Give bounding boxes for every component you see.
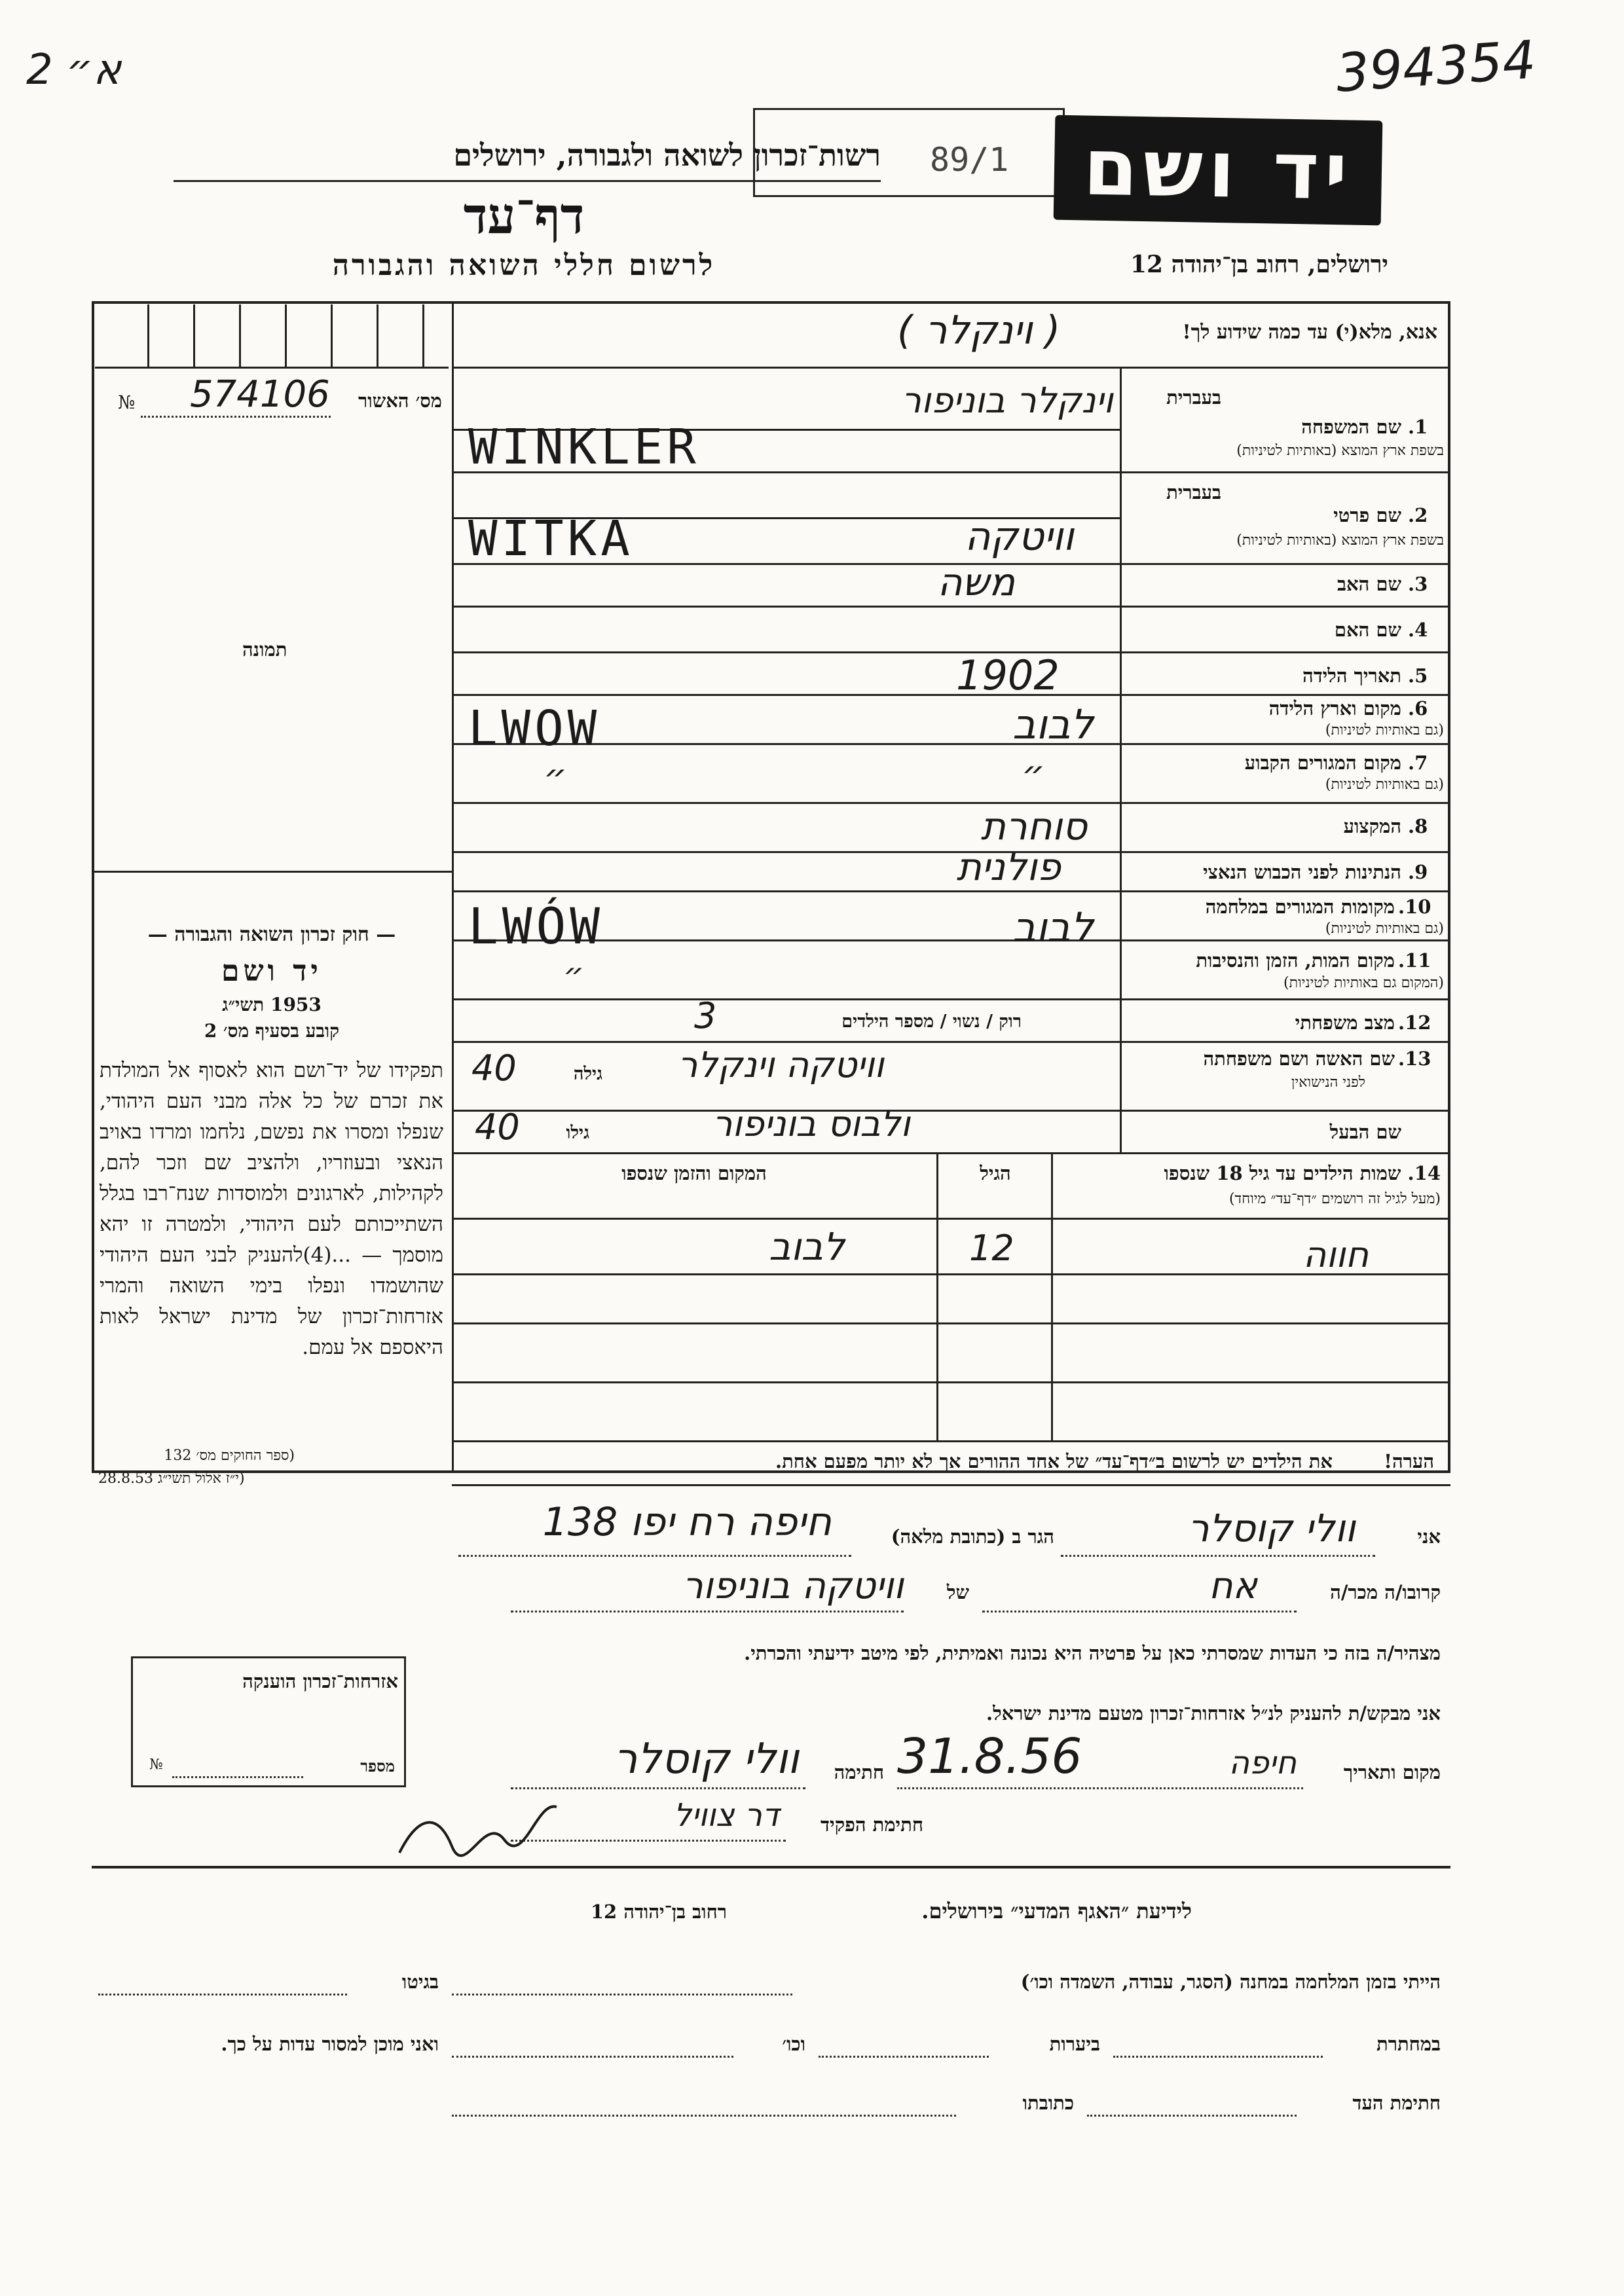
row-line-9	[452, 890, 1450, 892]
field-9-value: פולנית	[956, 845, 1061, 889]
field-7-value-ditto-2: ״	[1022, 753, 1046, 795]
footer-line2-c: וכו׳	[782, 2033, 805, 2055]
children-row-line-3	[452, 1381, 1450, 1383]
decl-declares: מצהיר/ה בזה כי העדות שמסרתי כאן על פרטיה היא נכונה ואמיתית, לפי מיטב ידיעתי והכרתי.	[744, 1642, 1441, 1664]
husband-age-label: גילו	[566, 1123, 589, 1143]
field-10-value-hebrew: לבוב	[1012, 903, 1094, 951]
field-10-number: 10.	[1398, 896, 1431, 918]
field-7-sub: (גם באותיות לטיניות)	[1325, 776, 1444, 793]
approval-label: מס׳ האשור	[358, 390, 442, 412]
field-2-label: שם פרטי	[1333, 504, 1401, 526]
note-label: הערה!	[1384, 1450, 1434, 1472]
child-1-age: 12	[969, 1228, 1014, 1269]
field-8-label: המקצוע	[1343, 815, 1401, 837]
decl-place-date-label: מקום ותאריך	[1343, 1761, 1441, 1783]
decl-dots-relation	[982, 1611, 1297, 1613]
decl-dots-name	[1061, 1555, 1375, 1557]
decl-date: 31.8.56	[897, 1728, 1082, 1785]
row-line-3	[452, 606, 1450, 608]
stamp-number-box	[753, 108, 1065, 197]
footer-dots-3a	[1087, 2115, 1297, 2117]
field-2-number: 2.	[1408, 504, 1428, 526]
yad-vashem-logo	[1054, 115, 1383, 226]
children-note: (מעל לגיל זה רושמים ״דף־עד״ מיוחד)	[1228, 1191, 1441, 1207]
citizenship-number-dots	[172, 1776, 303, 1778]
row-line-12	[452, 1041, 1450, 1043]
citizenship-number-sign: №	[149, 1757, 163, 1773]
row-line-11	[452, 998, 1450, 1000]
row-line-14	[452, 1152, 1450, 1154]
law-name: יד ושם	[221, 955, 322, 988]
decl-relation: אח	[1208, 1565, 1257, 1607]
child-1-name: חווה	[1303, 1234, 1369, 1275]
decl-requests: אני מבקש/ת להעניק לנ״ל אזרחות־זכרון מטעם מדינת ישראל.	[986, 1702, 1441, 1724]
citizenship-title: אזרחות־זכרון הוענקה	[242, 1670, 398, 1692]
field-10-sub: (גם באותיות לטיניות)	[1325, 920, 1444, 937]
photo-label: תמונה	[242, 638, 287, 661]
decl-i-am: אני	[1417, 1525, 1441, 1548]
law-year: 1953 תשי״ג	[222, 994, 322, 1015]
field-11-number: 11.	[1398, 949, 1431, 972]
field-13-label: שם האשה ושם משפחתה	[1203, 1048, 1395, 1070]
footer-line2-a: במחתרת	[1376, 2033, 1441, 2055]
field-11-value-ditto: ״	[563, 956, 585, 994]
law-box-top	[92, 871, 452, 873]
field-13-number: 13.	[1398, 1048, 1431, 1070]
husband-value: ולבוס בוניפור	[712, 1103, 910, 1144]
corner-mark-left: א״ 2	[26, 46, 122, 94]
row-line-5	[452, 694, 1450, 696]
field-9-number: 9.	[1408, 861, 1428, 883]
field-5-label: תאריך הלידה	[1302, 665, 1401, 687]
field-9-label: הנתינות לפני הכבוש הנאצי	[1203, 861, 1401, 883]
children-heading: 14. שמות הילדים עד גיל 18 שנספו	[1164, 1162, 1441, 1184]
husband-label: שם הבעל	[1329, 1121, 1401, 1143]
left-column-divider	[452, 301, 454, 1473]
field-11-label: מקום המות, הזמן והנסיבות	[1196, 949, 1395, 972]
request-handwritten: ( וינקלר )	[897, 308, 1061, 354]
citizenship-number-label: מספר	[360, 1757, 395, 1776]
field-6-label: מקום וארץ הלידה	[1268, 697, 1401, 720]
footer-dots-2b	[819, 2056, 989, 2058]
field-8-value: סוחרת	[980, 804, 1087, 848]
field-4-label: שם האם	[1334, 619, 1401, 641]
footer-line1-a: הייתי בזמן המלחמה במחנה (הסגר, עבודה, השמדה וכו׳)	[1020, 1971, 1441, 1993]
authority-line: רשות־זכרון לשואה ולגבורה, ירושלים	[453, 137, 881, 173]
form-title: דף־עד	[463, 187, 585, 245]
form-subtitle: לרשום חללי השואה והגבורה	[332, 249, 716, 282]
field-13-age: 40	[471, 1048, 517, 1089]
decl-place: חיפה	[1228, 1745, 1297, 1781]
field-12-value: 3	[694, 995, 717, 1036]
request-row-bottom	[452, 367, 1450, 369]
request-printed: אנא, מלא(י) עד כמה שידוע לך!	[1182, 321, 1437, 344]
decl-deceased: וויטקה בוניפור	[682, 1565, 904, 1607]
footer-line1-b: בגיטו	[401, 1971, 439, 1993]
decl-officer-signature: דר צוויל	[673, 1797, 779, 1834]
field-4-number: 4.	[1408, 619, 1428, 641]
field-12-label: מצב משפחתי	[1295, 1011, 1395, 1034]
law-title: — חוק זכרון השואה והגבורה —	[147, 923, 396, 946]
law-section: קובע בסעיף מס׳ 2	[204, 1020, 340, 1042]
footer-title: לידיעת ״האגף המדעי״ בירושלים.	[921, 1899, 1192, 1923]
law-source-2: י״ז אלול תשי״ג 28.8.53)	[98, 1470, 245, 1487]
footer-line3-b: כתובתו	[1022, 2092, 1074, 2114]
id-boxes	[95, 304, 449, 369]
field-5-number: 5.	[1408, 665, 1428, 687]
field-12-options: רוק / נשוי / מספר הילדים	[841, 1011, 1022, 1032]
footer-dots-1b	[98, 1994, 347, 1995]
footer-line2-b: ביערות	[1049, 2033, 1100, 2055]
child-1-place: לבוב	[769, 1224, 845, 1269]
field-13-sub: לפני הנישואין	[1291, 1074, 1365, 1091]
field-2-sub: בשפת ארץ המוצא (באותיות לטיניות)	[1236, 532, 1444, 549]
decl-resides: הגר ב (כתובת מלאה)	[891, 1525, 1054, 1548]
decl-officer-label: חתימת הפקיד	[821, 1813, 923, 1836]
decl-dots-deceased	[511, 1611, 904, 1613]
decl-dots-place-date	[897, 1787, 1303, 1789]
field-2-value-hebrew: וויטקה	[965, 514, 1074, 560]
footer-address: רחוב בן־יהודה 12	[590, 1901, 727, 1923]
field-1-lang-note: בעברית	[1166, 386, 1221, 409]
footer-dots-3b	[452, 2115, 956, 2117]
footer-dots-2a	[1113, 2056, 1323, 2058]
approval-dots	[141, 416, 331, 418]
field-6-value-hebrew: לבוב	[1012, 701, 1094, 748]
field-3-label: שם האב	[1337, 573, 1401, 595]
children-col-2	[936, 1152, 938, 1440]
field-13-age-label: גילה	[573, 1064, 602, 1084]
law-source: (ספר החוקים מס׳ 132	[164, 1448, 295, 1464]
field-5-value: 1902	[956, 651, 1060, 699]
note-text: את הילדים יש לרשום ב״דף־עד״ של אחד ההורים אך לא יותר מפעם אחת.	[775, 1450, 1333, 1472]
children-col-1	[1051, 1152, 1053, 1440]
field-2-value-latin: WITKA	[468, 511, 634, 567]
field-7-value-ditto-1: ״	[544, 756, 568, 799]
logo-text: יד ושם	[1082, 122, 1354, 218]
children-col-place: המקום והזמן שנספו	[621, 1162, 767, 1184]
field-11-sub: (המקום גם באותיות לטיניות)	[1283, 975, 1444, 991]
law-body: תפקידו של יד־ושם הוא לאסוף אל המולדת את זכרם של כל אלה מבני העם היהודי, שנפלו ומסרו את נפשם, נלחמו ומרדו באויב הנאצי ובעוזריו, ולהציב שם וזכר להם, לקהילות, לארגונים ולמוסדות שנח־רבו בגלל השתייכותם לעם היהודי, ולמטרה זו יהא מוסמך — ...(4)להעניק לבני העם היהודי שהושמדו ונפלו בימי השואה והמרי אזרחות־זכרון של מדינת ישראל לאות היאספם אל עמם.	[100, 1059, 443, 1359]
field-10-value-latin: LWÓW	[468, 897, 604, 955]
field-13-value: וויטקה וינקלר	[677, 1044, 884, 1085]
footer-dots-1a	[452, 1994, 792, 1995]
field-3-value: משה	[937, 560, 1015, 604]
officer-signature-flourish	[393, 1787, 563, 1866]
footer-line3-a: חתימת העד	[1352, 2092, 1441, 2114]
label-column-divider	[1120, 367, 1122, 1152]
field-7-label: מקום המגורים הקבוע	[1244, 752, 1401, 774]
footer-line2-d: ואני מוכן למסור עדות על כך.	[221, 2033, 439, 2055]
children-row-line-2	[452, 1322, 1450, 1324]
decl-address: חיפה רח יפו 138	[542, 1499, 832, 1545]
field-1-number: 1.	[1408, 416, 1428, 438]
row-line-4	[452, 651, 1450, 653]
field-6-sub: (גם באותיות לטיניות)	[1325, 722, 1444, 738]
field-6-value-latin: LWOW	[468, 701, 601, 757]
field-1-label: שם המשפחה	[1301, 416, 1401, 438]
stamp-number: 89/1	[930, 141, 1009, 179]
decl-of: של	[946, 1581, 969, 1603]
field-1-value-latin: WINKLER	[468, 419, 700, 475]
decl-relative: קרובו/ה מכר/ה	[1330, 1581, 1441, 1603]
field-1-sub: בשפת ארץ המוצא (באותיות לטיניות)	[1236, 443, 1444, 459]
children-col-age: הגיל	[980, 1162, 1011, 1184]
field-7-number: 7.	[1408, 752, 1428, 774]
field-3-number: 3.	[1408, 573, 1428, 595]
decl-dots-address	[458, 1555, 851, 1557]
footer-dots-2c	[452, 2056, 733, 2058]
field-2-lang-note: בעברית	[1166, 481, 1221, 503]
decl-signature: וולי קוסלר	[614, 1735, 799, 1783]
field-10-label: מקומות המגורים במלחמה	[1205, 896, 1395, 918]
footer-top-line	[92, 1866, 1450, 1868]
header-address: ירושלים, רחוב בן־יהודה 12	[1130, 251, 1388, 278]
decl-signature-label: חתימה	[834, 1761, 884, 1783]
children-head-line	[452, 1218, 1450, 1220]
corner-number-right: 394354	[1334, 29, 1538, 104]
approval-no-sign: №	[118, 392, 136, 413]
citizenship-box	[131, 1656, 406, 1787]
field-8-number: 8.	[1408, 815, 1428, 837]
husband-age: 40	[475, 1106, 520, 1148]
approval-number: 574106	[190, 373, 330, 416]
field-6-number: 6.	[1408, 697, 1428, 720]
field-1-value-hebrew: וינקלר בוניפור	[901, 380, 1113, 421]
field-12-number: 12.	[1398, 1011, 1431, 1034]
decl-witness-name: וולי קוסלר	[1187, 1506, 1356, 1550]
